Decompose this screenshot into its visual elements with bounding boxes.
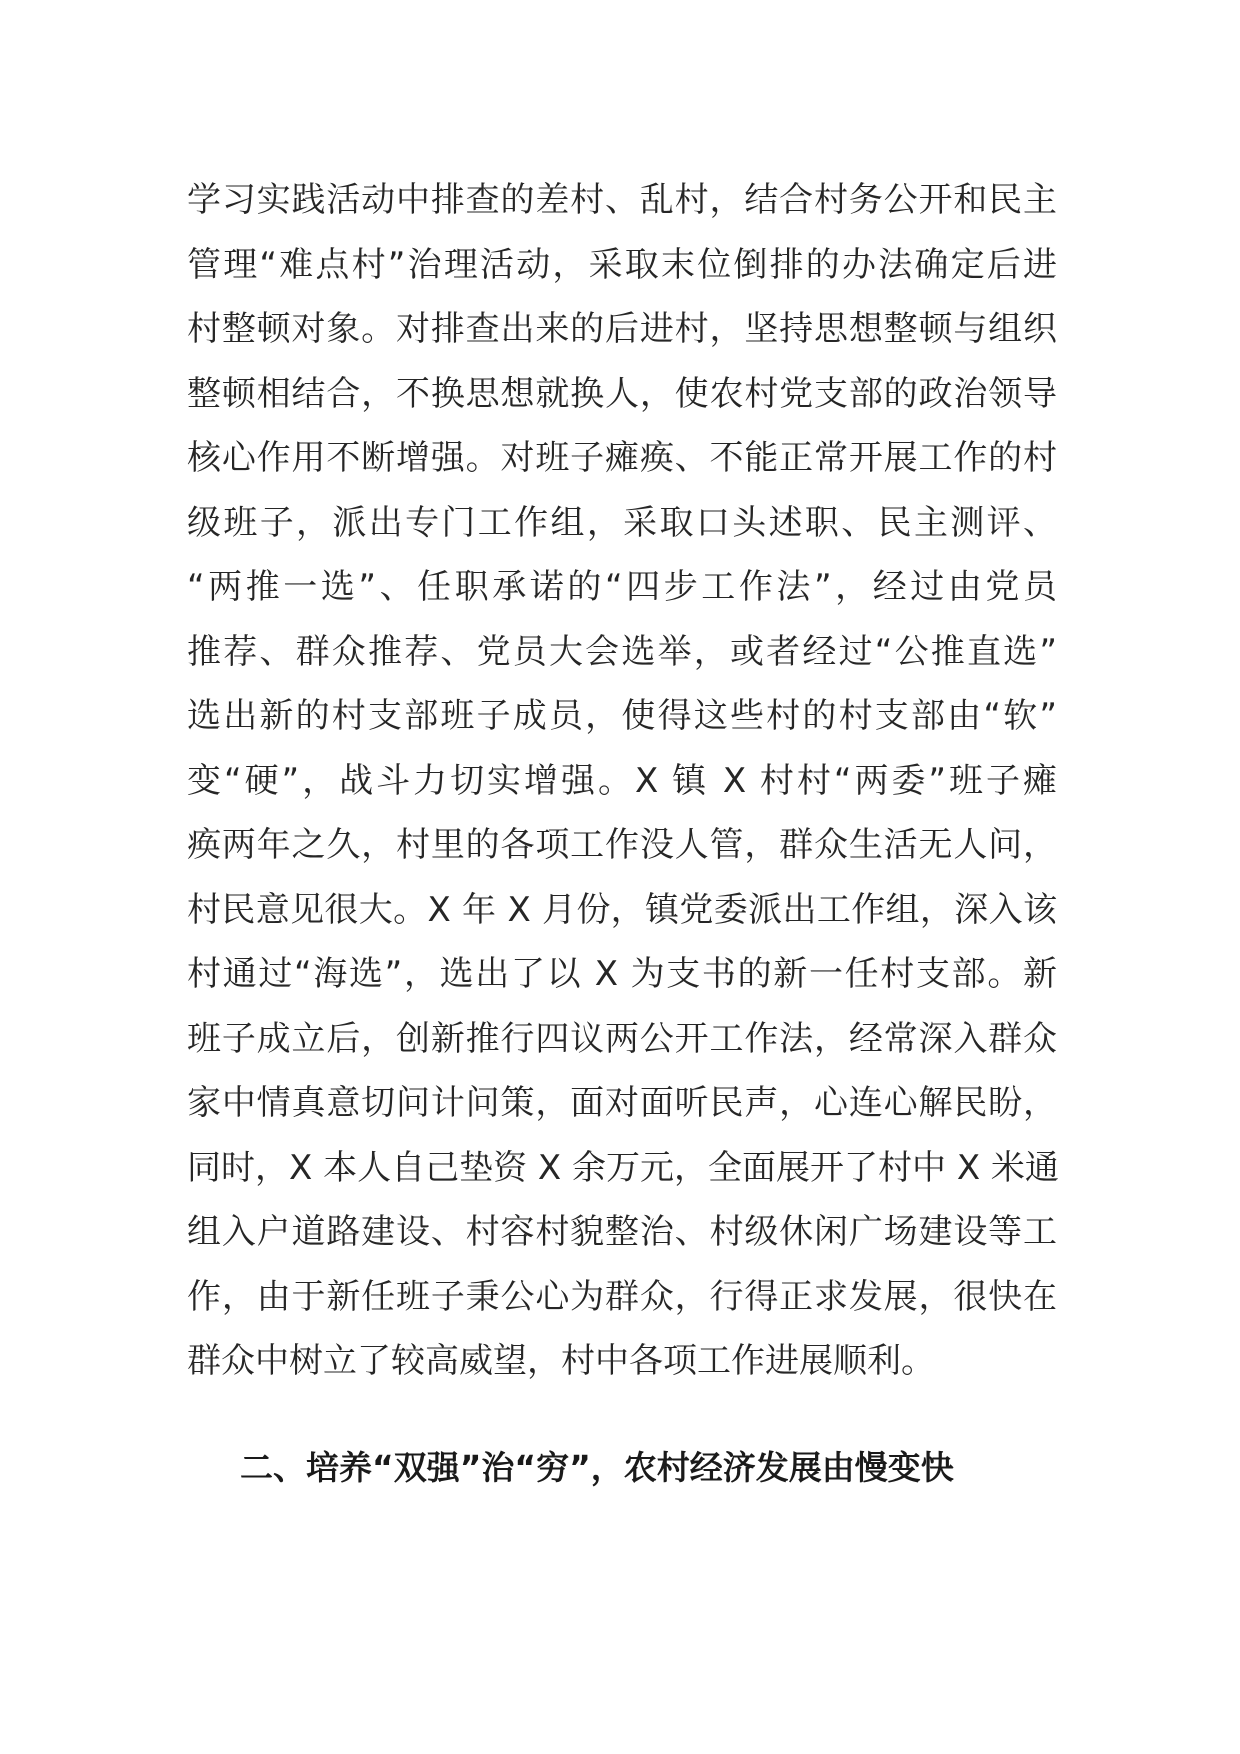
paragraph-line: 家中情真意切问计问策，面对面听民声，心连心解民盼， [187,1083,1057,1123]
body-paragraph [187,168,1057,1394]
paragraph-line: 组入户道路建设、村容村貌整治、村级休闲广场建设等工 [187,1212,1057,1252]
paragraph-line: 变“硬”，战斗力切实增强。X 镇 X 村村“两委”班子瘫 [187,760,1057,801]
paragraph-line: 管理“难点村”治理活动，采取末位倒排的办法确定后进 [187,244,1057,285]
paragraph-line: 推荐、群众推荐、党员大会选举，或者经过“公推直选” [187,631,1057,672]
paragraph-line: 痪两年之久，村里的各项工作没人管，群众生活无人问， [187,825,1057,865]
paragraph-line: 村通过“海选”，选出了以 X 为支书的新一任村支部。新 [187,954,1057,994]
paragraph-line: 村民意见很大。X 年 X 月份，镇党委派出工作组，深入该 [187,889,1057,930]
paragraph-line: 选出新的村支部班子成员，使得这些村的村支部由“软” [187,696,1057,736]
section-heading: 二、培养“双强”治“穷”，农村经济发展由慢变快 [240,1448,954,1487]
paragraph-line: “两推一选”、任职承诺的“四步工作法”，经过由党员 [187,567,1057,607]
paragraph-line: 核心作用不断增强。对班子瘫痪、不能正常开展工作的村 [187,438,1057,478]
paragraph-line: 村整顿对象。对排查出来的后进村，坚持思想整顿与组织 [187,309,1057,349]
paragraph-line: 群众中树立了较高威望，村中各项工作进展顺利。 [187,1341,935,1381]
paragraph-line: 级班子，派出专门工作组，采取口头述职、民主测评、 [187,502,1057,543]
paragraph-line: 同时，X 本人自己垫资 X 余万元，全面展开了村中 X 米通 [187,1147,1059,1188]
paragraph-line: 作，由于新任班子秉公心为群众，行得正求发展，很快在 [187,1276,1057,1317]
paragraph-line: 班子成立后，创新推行四议两公开工作法，经常深入群众 [187,1018,1057,1059]
paragraph-line: 学习实践活动中排查的差村、乱村，结合村务公开和民主 [187,180,1057,220]
paragraph-line: 整顿相结合，不换思想就换人，使农村党支部的政治领导 [187,373,1057,414]
